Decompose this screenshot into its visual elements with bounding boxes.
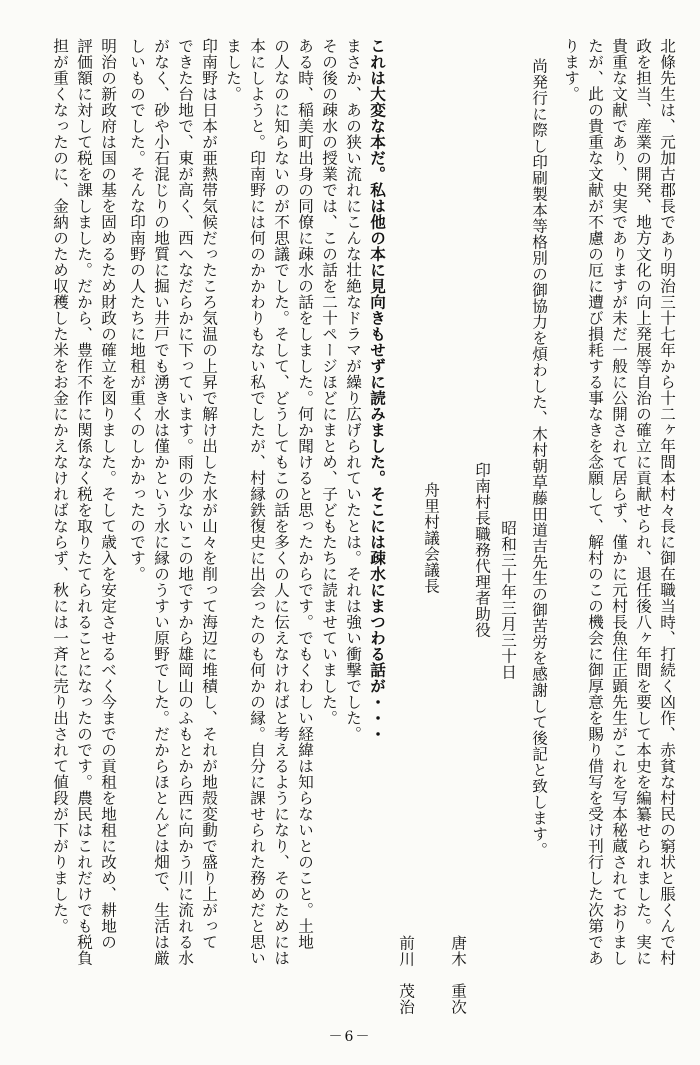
essay-line-8: 印南野は日本が亜熱帯気候だったころ気温の上昇で解け出した水が山々を削って海辺に堆積し、それが地殻変動で盛り上がって (200, 38, 218, 950)
essay-line-6: 本にしようと。印南野には何のかかわりもない私でしたが、村縁鉄復史に出会ったのも何かの縁。自分に課せられた務めだと思い (248, 38, 266, 966)
signature-org1-name: 唐木 重次 (449, 935, 467, 1015)
preface-line-5: ります。 (562, 38, 580, 102)
essay-line-5: の人なのに知らないのが不思議でした。そして、どうしてもこの話を多くの人に伝えなければと考えるようになり、そのためには (272, 38, 290, 966)
preface-closing: 尚発行に際し印刷製本等格別の御協力を煩わした、木村朝草藤田道吉先生の御苦労を感謝して後記と致します。 (530, 58, 548, 858)
essay-line-9: できた台地で、東が高く、西へなだらかに下っています。雨の少ないこの地ですから雄岡山のふもとから西に向かう川に流れる水 (176, 38, 194, 966)
preface-line-1: 北條先生は、元加古郡長であり明治三十七年から十二ヶ年間本村々長に御在職当時、打続く凶作、赤貧な村民の窮状と脹くんで村 (658, 38, 676, 966)
preface-line-2: 政を担当、産業の開発、地方文化の向上発展等自治の確立に貢献せられ、退任後八ヶ年間を要して本史を編纂せられました。実に (634, 38, 652, 966)
preface-line-3: 貴重な文献であり、史実でありますが未だ一般に公開されて居らず、僅かに元村長魚住正顕先生がこれを写本秘蔵されておりまし (610, 38, 628, 966)
essay-line-14: 担が重くなったのに、金納のため収穫した米をお金にかえなければならず、秋には一斉に売り出されて値段が下がりました。 (51, 38, 69, 934)
essay-line-1: これは大変な本だ。私は他の本に見向きもせずに読みました。そこには疎水にまつわる話が・・・ (368, 38, 387, 742)
essay-line-3: その後の疎水の授業では、この話を二十ページほどにまとめ、子どもたちに読ませていました。 (320, 38, 338, 726)
signature-org1-title: 印南村長職務代理者助役 (473, 462, 491, 638)
essay-line-4: ある時、稲美町出身の同僚に疎水の話をしました。何か聞けると思ったからです。でもくわしい経緯は知らないとのこと。土地 (296, 38, 314, 950)
essay-line-7: ました。 (224, 38, 242, 102)
essay-line-2: まさか、あの狭い流れにこんな壮絶なドラマが繰り広げられていたとは。それは強い衝撃でした。 (344, 38, 362, 742)
essay-line-12: 明治の新政府は国の基を固めるため財政の確立を図りました。そして歳入を安定させるべく今までの貢租を地租に改め、耕地の (99, 38, 117, 950)
essay-line-11: しいものでした。そんな印南野の人たちに地租が重くのしかかったのです。 (128, 38, 146, 582)
signature-org2-name: 前川 茂治 (397, 935, 415, 1015)
page-number: －6－ (328, 1029, 372, 1045)
essay-line-10: がなく、砂や小石混じりの地質に掘い井戸でも湧き水は僅かという水に縁のうすい原野でした。だからほとんどは畑で、生活は厳 (152, 38, 170, 966)
preface-line-4: たが、此の貴重な文献が不慮の厄に遭び損耗する事なきを念願して、解村のこの機会に御厚意を賜り借写を受け刊行した次第であ (586, 38, 604, 966)
essay-line-13: 評価額に対して税を課しました。だから、豊作不作に関係なく税を取りたてられることになったのです。農民はこれだけでも税負 (75, 38, 93, 966)
signature-date: 昭和三十年三月三十日 (499, 520, 517, 680)
signature-org2-title: 舟里村議会議長 (422, 482, 440, 594)
